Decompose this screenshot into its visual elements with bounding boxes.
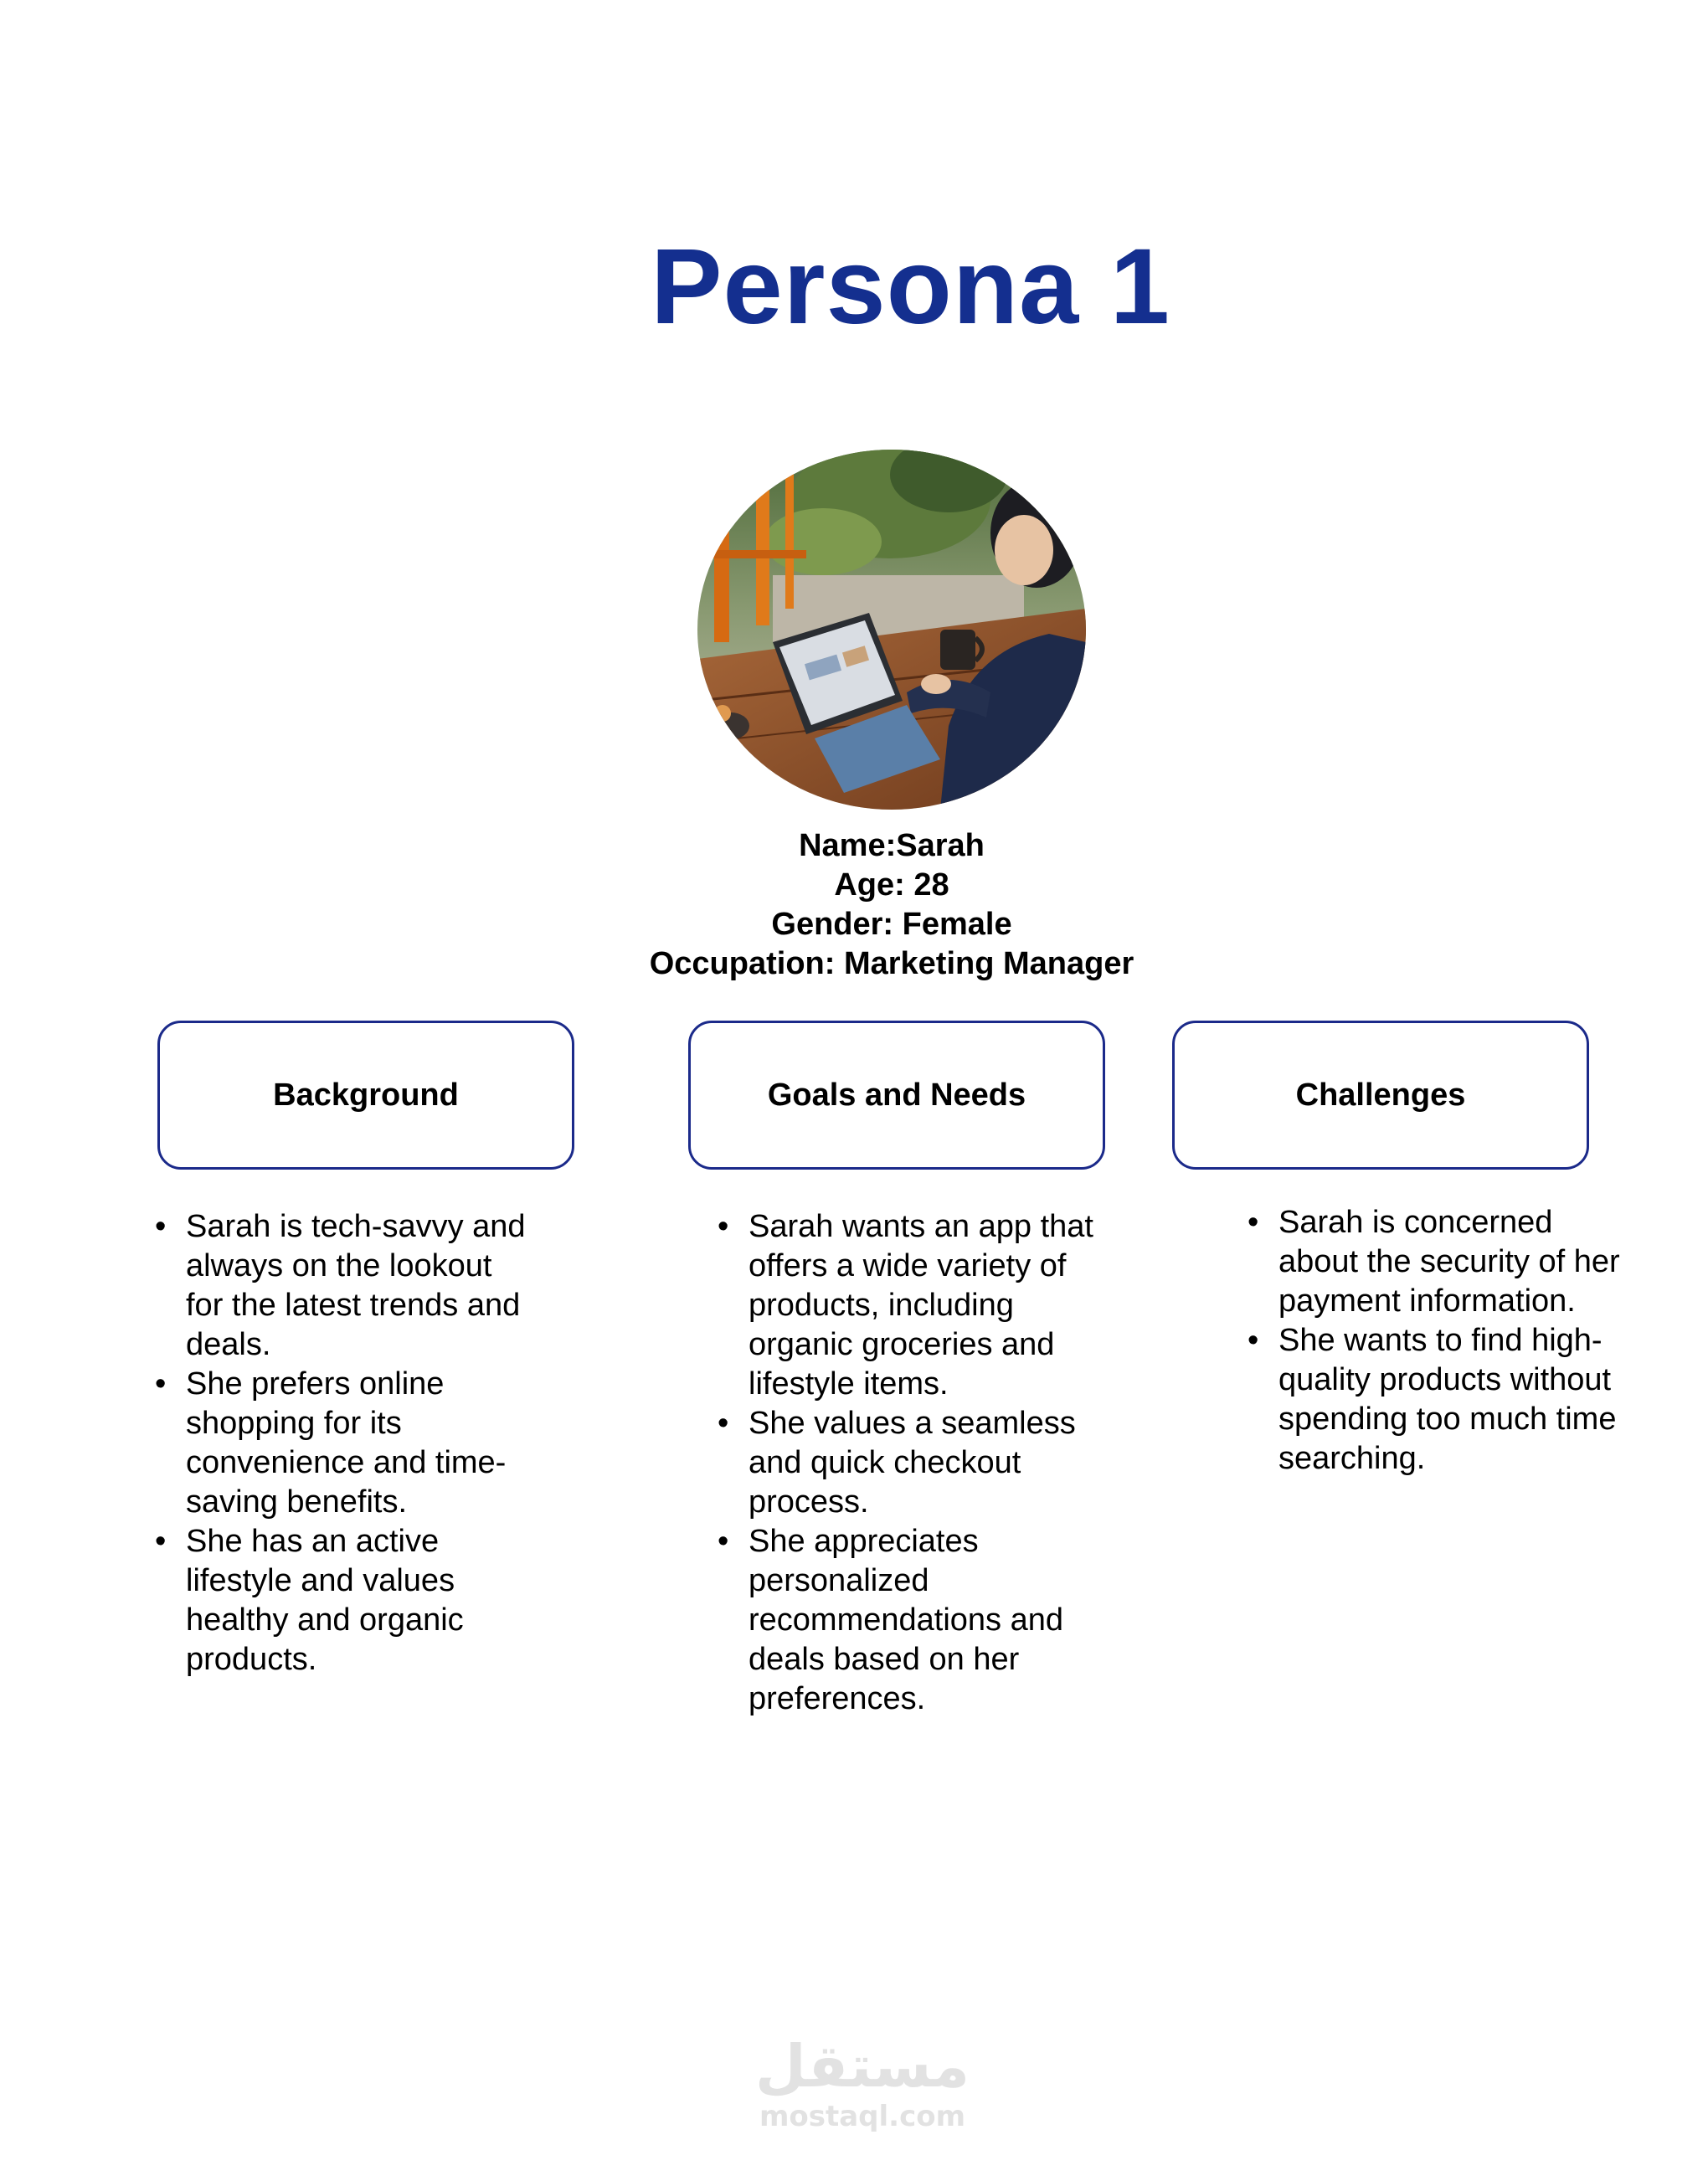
list-item: • Sarah is concerned about the security of her payment information. bbox=[1248, 1205, 1620, 1319]
mostaql-watermark bbox=[737, 2033, 988, 2133]
challenges-heading: Challenges bbox=[1295, 1077, 1466, 1113]
list-item: • She values a seamless and quick checkout process. bbox=[718, 1406, 1076, 1520]
watermark-url: mostaql.com bbox=[759, 2100, 966, 2133]
list-item: • She appreciates personalized recommendations and deals based on her preferences. bbox=[718, 1524, 1063, 1716]
background-card bbox=[157, 1021, 574, 1170]
persona-photo bbox=[697, 450, 1086, 810]
persona-gender: Gender: Female bbox=[771, 907, 1012, 942]
bullet-icon: • bbox=[1248, 1323, 1259, 1358]
goals-card bbox=[688, 1021, 1105, 1170]
list-item: • Sarah is tech-savvy and always on the lookout for the latest trends and deals. bbox=[155, 1209, 526, 1362]
background-list bbox=[155, 1207, 538, 1679]
background-heading: Background bbox=[273, 1077, 459, 1113]
list-item: • Sarah wants an app that offers a wide variety of products, including organic groceries and lifestyle items. bbox=[718, 1209, 1093, 1402]
list-item: • She has an active lifestyle and values healthy and organic products. bbox=[155, 1524, 464, 1677]
bullet-icon: • bbox=[718, 1524, 729, 1559]
persona-age: Age: 28 bbox=[834, 867, 949, 903]
persona-info bbox=[586, 826, 1197, 984]
watermark-logo-text: مستقل bbox=[754, 2032, 970, 2101]
bullet-icon: • bbox=[1248, 1205, 1259, 1240]
persona-photo-illustration bbox=[697, 450, 1086, 810]
bullet-icon: • bbox=[155, 1366, 167, 1402]
goals-list bbox=[718, 1207, 1109, 1719]
challenges-card bbox=[1172, 1021, 1589, 1170]
bullet-icon: • bbox=[718, 1209, 729, 1244]
goals-heading: Goals and Needs bbox=[767, 1077, 1026, 1113]
persona-name: Name:Sarah bbox=[799, 828, 985, 863]
list-item: • She wants to find high-quality products without spending too much time searching. bbox=[1248, 1323, 1617, 1476]
challenges-list bbox=[1248, 1203, 1630, 1479]
bullet-icon: • bbox=[155, 1209, 167, 1244]
bullet-icon: • bbox=[155, 1524, 167, 1559]
page-title: Persona 1 bbox=[651, 227, 1170, 347]
list-item: • She prefers online shopping for its convenience and time-saving benefits. bbox=[155, 1366, 507, 1520]
bullet-icon: • bbox=[718, 1406, 729, 1441]
persona-occupation: Occupation: Marketing Manager bbox=[649, 946, 1134, 981]
